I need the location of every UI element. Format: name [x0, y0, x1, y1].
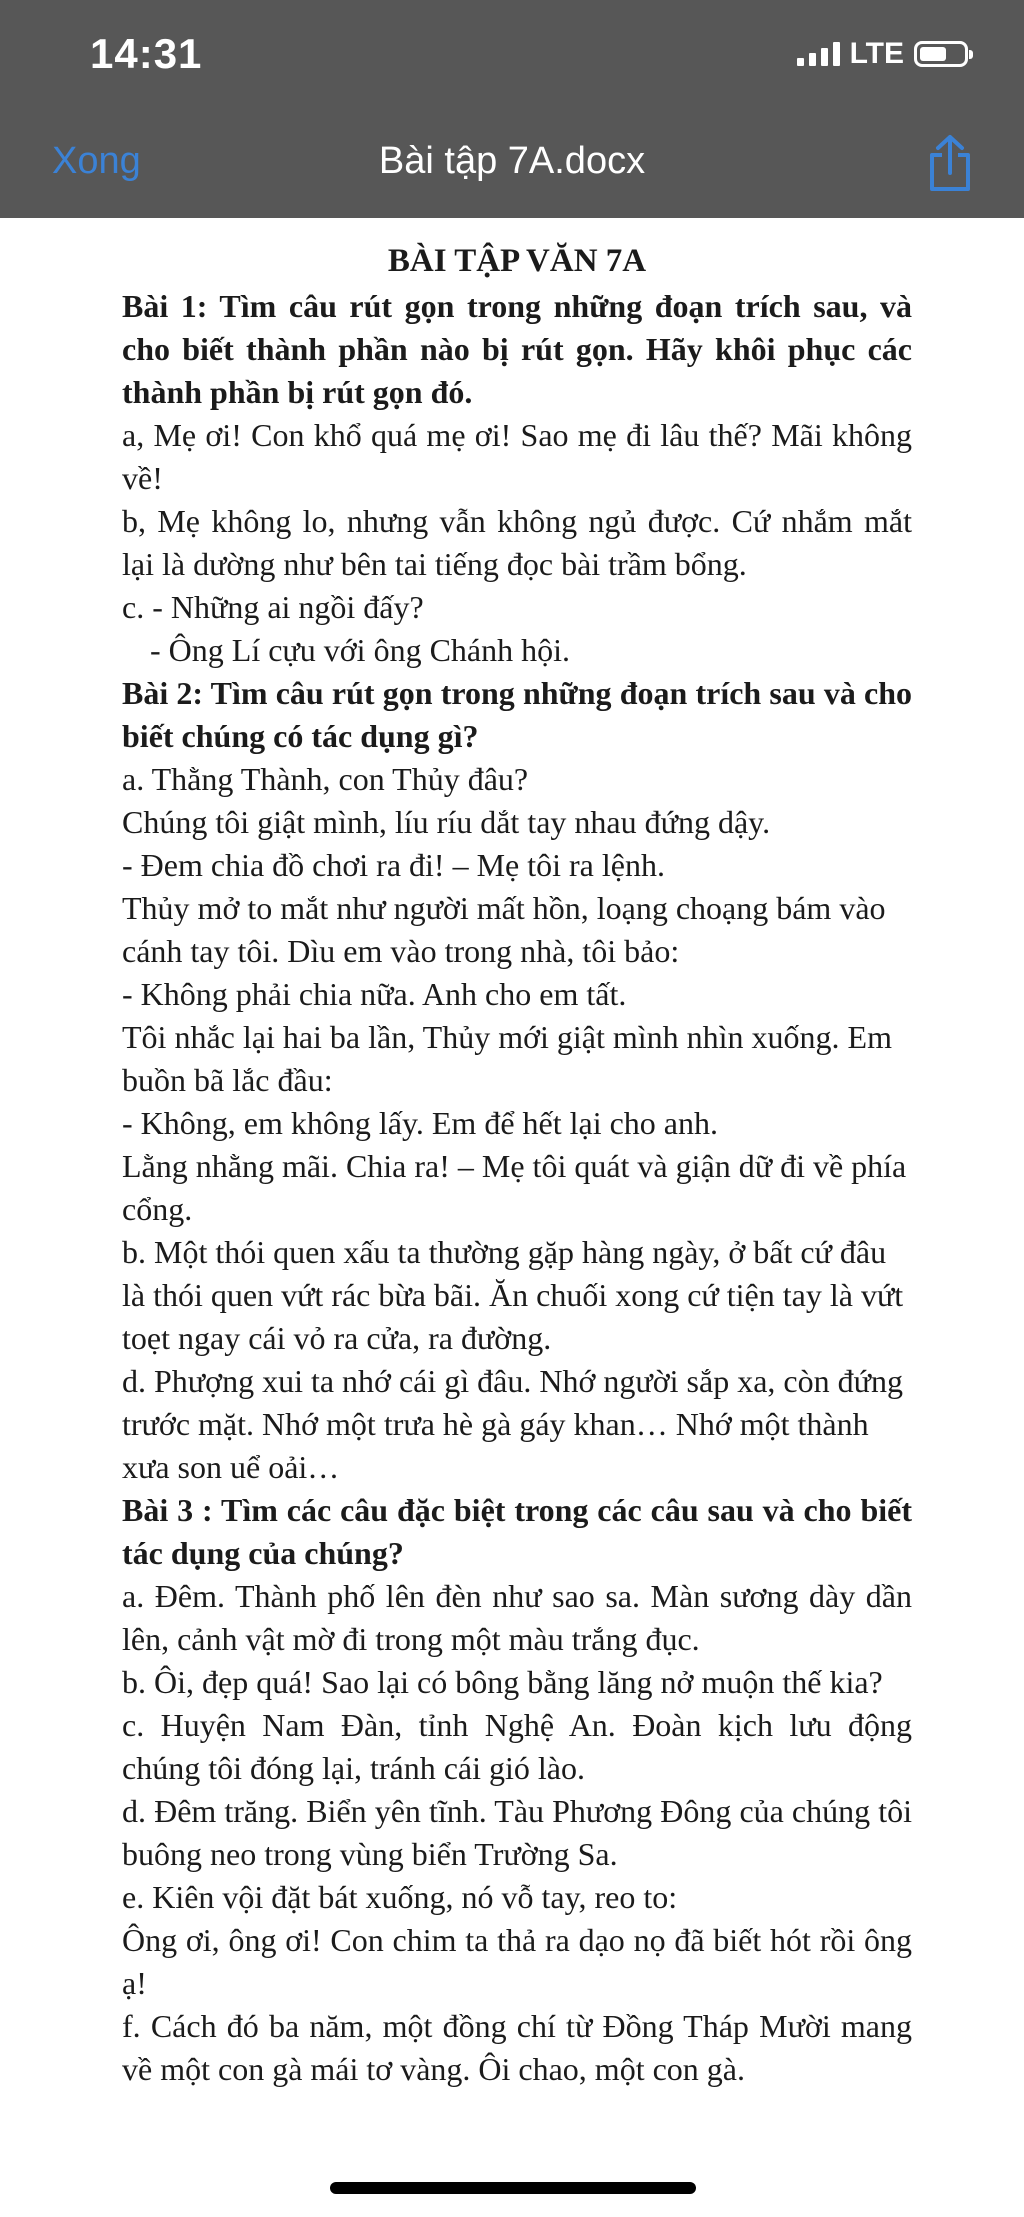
- paragraph: Tôi nhắc lại hai ba lần, Thủy mới giật mình nhìn xuống. Em buồn bã lắc đầu:: [122, 1019, 892, 1098]
- done-button[interactable]: Xong: [52, 140, 141, 182]
- status-indicators: [797, 34, 968, 74]
- paragraph: - Không, em không lấy. Em để hết lại cho anh.: [122, 1105, 718, 1141]
- paragraph: - Ông Lí cựu với ông Chánh hội.: [150, 632, 570, 668]
- document-content: [122, 240, 912, 2091]
- paragraph: Ông ơi, ông ơi! Con chim ta thả ra dạo nọ đã biết hót rồi ông ạ!: [122, 1922, 912, 2001]
- navigation-bar: [0, 125, 1024, 205]
- battery-icon: [914, 41, 968, 67]
- paragraph: f. Cách đó ba năm, một đồng chí từ Đồng Tháp Mười mang về một con gà mái tơ vàng. Ôi chao, một con gà.: [122, 2008, 912, 2087]
- paragraph: b, Mẹ không lo, nhưng vẫn không ngủ được. Cứ nhắm mắt lại là dường như bên tai tiếng đọc bài trầm bổng.: [122, 503, 912, 582]
- exercise-3-heading: Bài 3 : Tìm các câu đặc biệt trong các câu sau và cho biết tác dụng của chúng?: [122, 1492, 912, 1571]
- document-title: Bài tập 7A.docx: [378, 140, 646, 182]
- paragraph: Lằng nhằng mãi. Chia ra! – Mẹ tôi quát và giận dữ đi về phía cổng.: [122, 1148, 907, 1227]
- paragraph: a, Mẹ ơi! Con khổ quá mẹ ơi! Sao mẹ đi lâu thế? Mãi không về!: [122, 417, 912, 496]
- document-heading: BÀI TẬP VĂN 7A: [387, 243, 647, 279]
- paragraph: e. Kiên vội đặt bát xuống, nó vỗ tay, reo to:: [122, 1879, 678, 1915]
- paragraph: a. Thằng Thành, con Thủy đâu?: [122, 761, 529, 797]
- status-time: 14:31: [90, 30, 203, 77]
- exercise-2-heading: Bài 2: Tìm câu rút gọn trong những đoạn trích sau và cho biết chúng có tác dụng gì?: [122, 675, 912, 754]
- paragraph: Chúng tôi giật mình, líu ríu dắt tay nhau đứng dậy.: [122, 804, 771, 840]
- exercise-1-heading: Bài 1: Tìm câu rút gọn trong những đoạn trích sau, và cho biết thành phần nào bị rút gọn. Hãy khôi phục các thành phần bị rút gọn đó.: [122, 288, 912, 410]
- share-icon[interactable]: [924, 133, 976, 193]
- paragraph: - Đem chia đồ chơi ra đi! – Mẹ tôi ra lệnh.: [122, 847, 665, 883]
- paragraph: d. Đêm trăng. Biển yên tĩnh. Tàu Phương Đông của chúng tôi buông neo trong vùng biển Trường Sa.: [122, 1793, 912, 1872]
- paragraph: b. Ôi, đẹp quá! Sao lại có bông bằng lăng nở muộn thế kia?: [122, 1664, 883, 1700]
- paragraph: c. - Những ai ngồi đấy?: [122, 589, 424, 625]
- paragraph: b. Một thói quen xấu ta thường gặp hàng ngày, ở bất cứ đâu là thói quen vứt rác bừa bãi. Ăn chuối xong cứ tiện tay là vứt toẹt ngay cái vỏ ra cửa, ra đường.: [122, 1234, 904, 1356]
- network-label: LTE: [849, 37, 904, 70]
- home-indicator[interactable]: [330, 2182, 696, 2194]
- top-bar: [0, 0, 1024, 218]
- paragraph: - Không phải chia nữa. Anh cho em tất.: [122, 976, 627, 1012]
- signal-icon: [797, 42, 840, 66]
- paragraph: d. Phượng xui ta nhớ cái gì đâu. Nhớ người sắp xa, còn đứng trước mặt. Nhớ một trưa hè gà gáy khan… Nhớ một thành xưa son uể oải…: [122, 1363, 903, 1485]
- paragraph: a. Đêm. Thành phố lên đèn như sao sa. Màn sương dày dần lên, cảnh vật mờ đi trong một màu trắng đục.: [122, 1578, 912, 1657]
- paragraph: c. Huyện Nam Đàn, tỉnh Nghệ An. Đoàn kịch lưu động chúng tôi đóng lại, tránh cái gió lào.: [122, 1707, 912, 1786]
- paragraph: Thủy mở to mắt như người mất hồn, loạng choạng bám vào cánh tay tôi. Dìu em vào trong nhà, tôi bảo:: [122, 890, 886, 969]
